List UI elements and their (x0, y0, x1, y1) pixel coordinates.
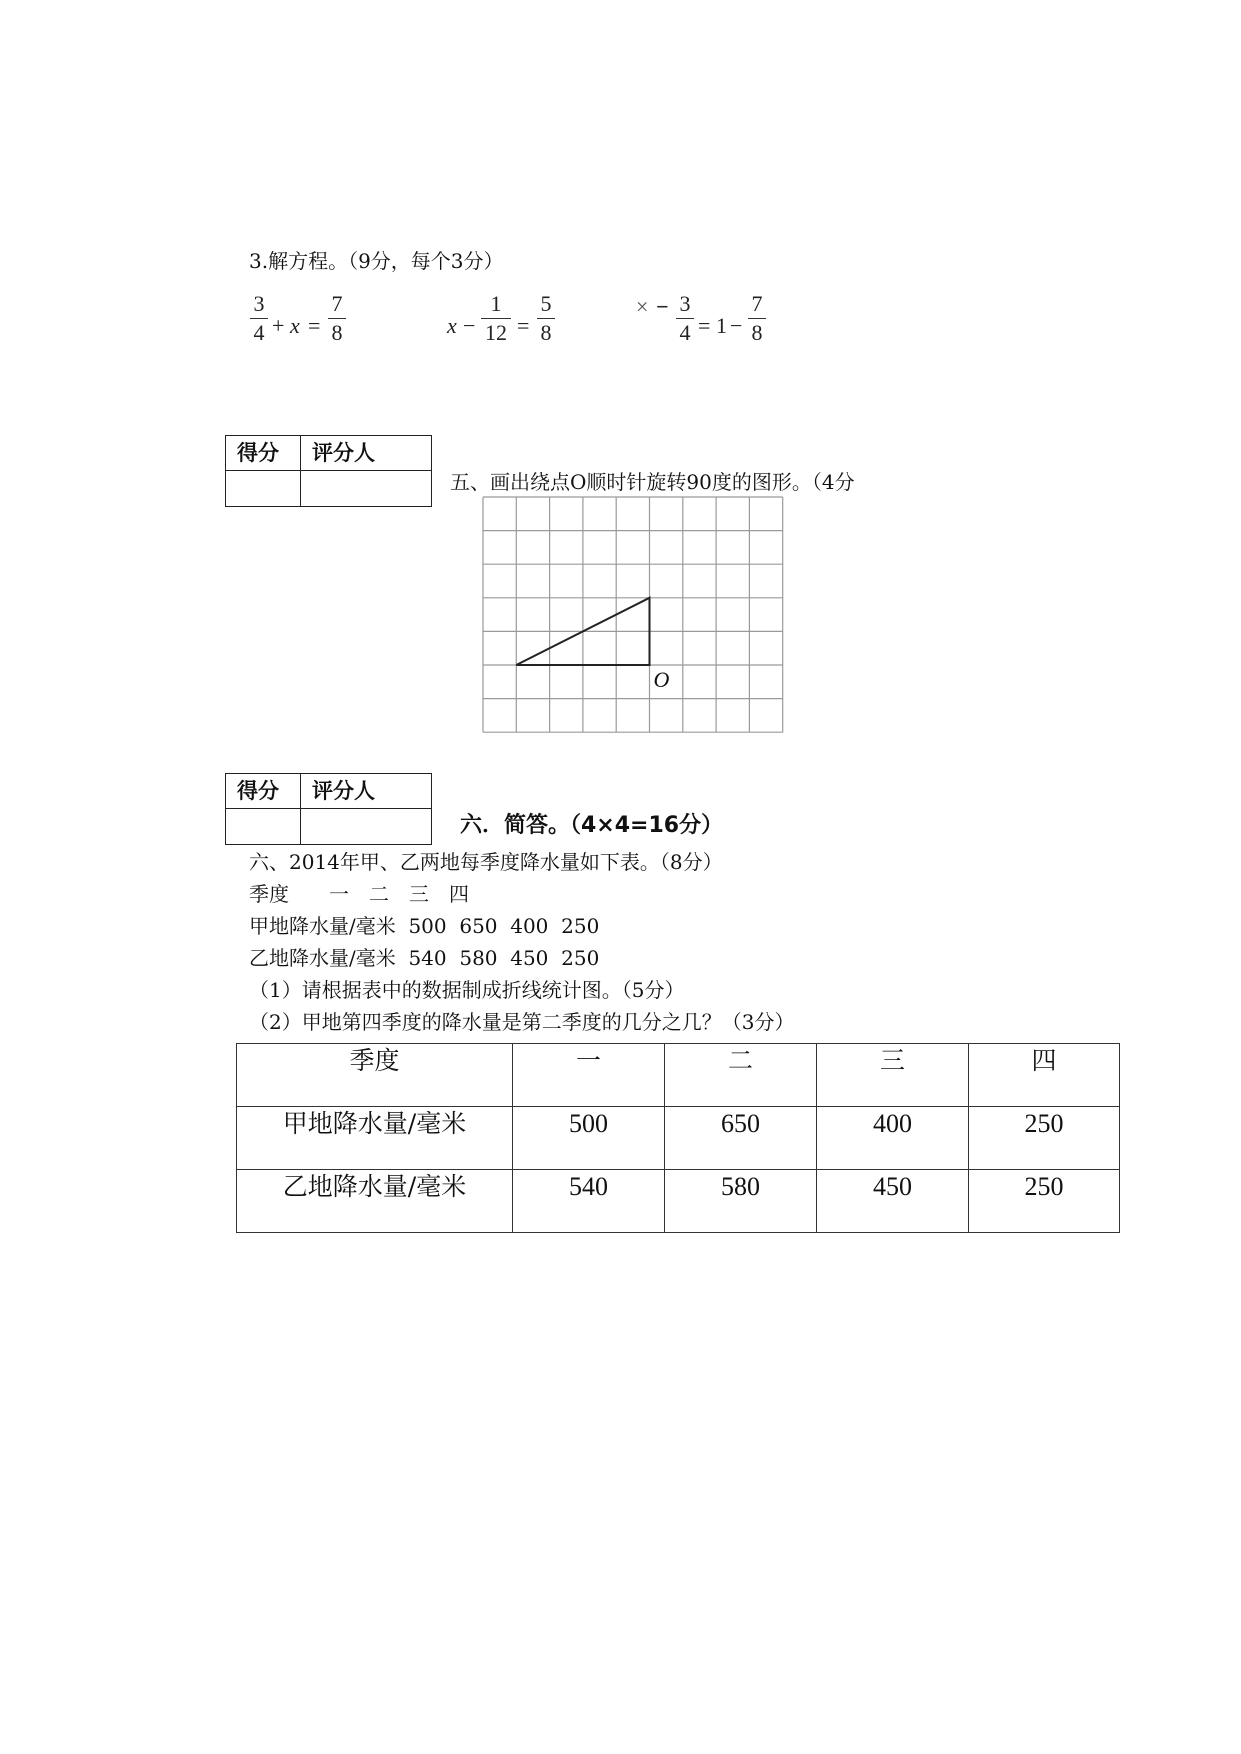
denominator: 12 (485, 320, 507, 345)
variable-x: × (636, 294, 649, 319)
denominator: 8 (540, 320, 552, 345)
rotation-grid[interactable] (482, 496, 784, 734)
table-header-cell: 二 (665, 1044, 817, 1107)
table-row (237, 1170, 1120, 1233)
point-o-label: O (653, 667, 670, 692)
section6-heading: 六．简答。（4×4=16分） (460, 813, 724, 838)
sub-question-1: （1）请根据表中的数据制成折线统计图。（5分） (249, 978, 685, 1002)
denominator: 8 (751, 320, 763, 345)
table-cell: 580 (665, 1170, 817, 1233)
grader-input-cell[interactable] (302, 472, 431, 506)
equals-sign: = (698, 313, 711, 338)
score-input-cell[interactable] (226, 810, 300, 844)
section3-title: 3.解方程。（9分，每个3分） (249, 249, 504, 273)
table-cell: 400 (817, 1107, 969, 1170)
score-box-1 (225, 435, 432, 507)
grader-label: 评分人 (312, 441, 375, 465)
table-cell: 250 (969, 1170, 1120, 1233)
numerator: 5 (540, 291, 552, 316)
denominator: 4 (679, 320, 691, 345)
numerator: 3 (253, 291, 265, 316)
table-cell: 540 (513, 1170, 665, 1233)
fraction (328, 292, 346, 345)
minus-operator: − (730, 313, 743, 338)
table-row (237, 1107, 1120, 1170)
inline-row-jia: 甲地降水量/毫米 500 650 400 250 (249, 914, 600, 938)
table-header-cell: 一 (513, 1044, 665, 1107)
fraction (537, 292, 555, 345)
table-row-label: 甲地降水量/毫米 (237, 1107, 513, 1170)
score-box-divider (300, 774, 301, 844)
equals-sign: = (517, 313, 530, 338)
fraction (748, 292, 766, 345)
plus-operator: + (272, 313, 285, 338)
table-cell: 500 (513, 1107, 665, 1170)
table-header-row (237, 1044, 1120, 1107)
section6-question: 六、2014年甲、乙两地每季度降水量如下表。（8分） (249, 850, 723, 874)
table-header-cell: 三 (817, 1044, 969, 1107)
fraction-bar (250, 318, 268, 319)
fraction (250, 292, 268, 345)
equation-1 (248, 292, 358, 362)
fraction (481, 292, 511, 345)
equation-3 (636, 292, 771, 362)
fraction-bar (481, 318, 511, 319)
table-row-label: 乙地降水量/毫米 (237, 1170, 513, 1233)
equals-sign: = (308, 313, 321, 338)
variable-x: x (447, 313, 457, 338)
section5-title: 五、画出绕点O顺时针旋转90度的图形。（4分 (450, 470, 855, 494)
denominator: 4 (253, 320, 265, 345)
table-header-cell: 四 (969, 1044, 1120, 1107)
sub-question-2: （2）甲地第四季度的降水量是第二季度的几分之几？（3分） (249, 1010, 795, 1034)
fraction-bar (537, 318, 555, 319)
inline-row-yi: 乙地降水量/毫米 540 580 450 250 (249, 946, 600, 970)
table-cell: 250 (969, 1107, 1120, 1170)
numerator: 7 (331, 291, 343, 316)
fraction-bar (328, 318, 346, 319)
denominator: 8 (331, 320, 343, 345)
score-label: 得分 (237, 441, 279, 465)
numerator: 1 (490, 291, 502, 316)
score-box-2 (225, 773, 432, 845)
fraction-bar (676, 318, 694, 319)
score-input-cell[interactable] (226, 472, 300, 506)
rainfall-table (236, 1043, 1120, 1233)
fraction-bar (748, 318, 766, 319)
score-label: 得分 (237, 779, 279, 803)
minus-operator: − (463, 313, 476, 338)
equation-2 (445, 292, 565, 362)
inline-row-quarters: 季度 一 二 三 四 (249, 882, 469, 906)
table-header-cell: 季度 (237, 1044, 513, 1107)
variable-x: x (290, 313, 300, 338)
score-box-divider (300, 436, 301, 506)
table-cell: 650 (665, 1107, 817, 1170)
minus-operator: − (656, 294, 669, 319)
numerator: 7 (751, 291, 763, 316)
grader-label: 评分人 (312, 779, 375, 803)
table-cell: 450 (817, 1170, 969, 1233)
numerator: 3 (679, 291, 691, 316)
number-one: 1 (716, 313, 727, 338)
fraction (676, 292, 694, 345)
grader-input-cell[interactable] (302, 810, 431, 844)
